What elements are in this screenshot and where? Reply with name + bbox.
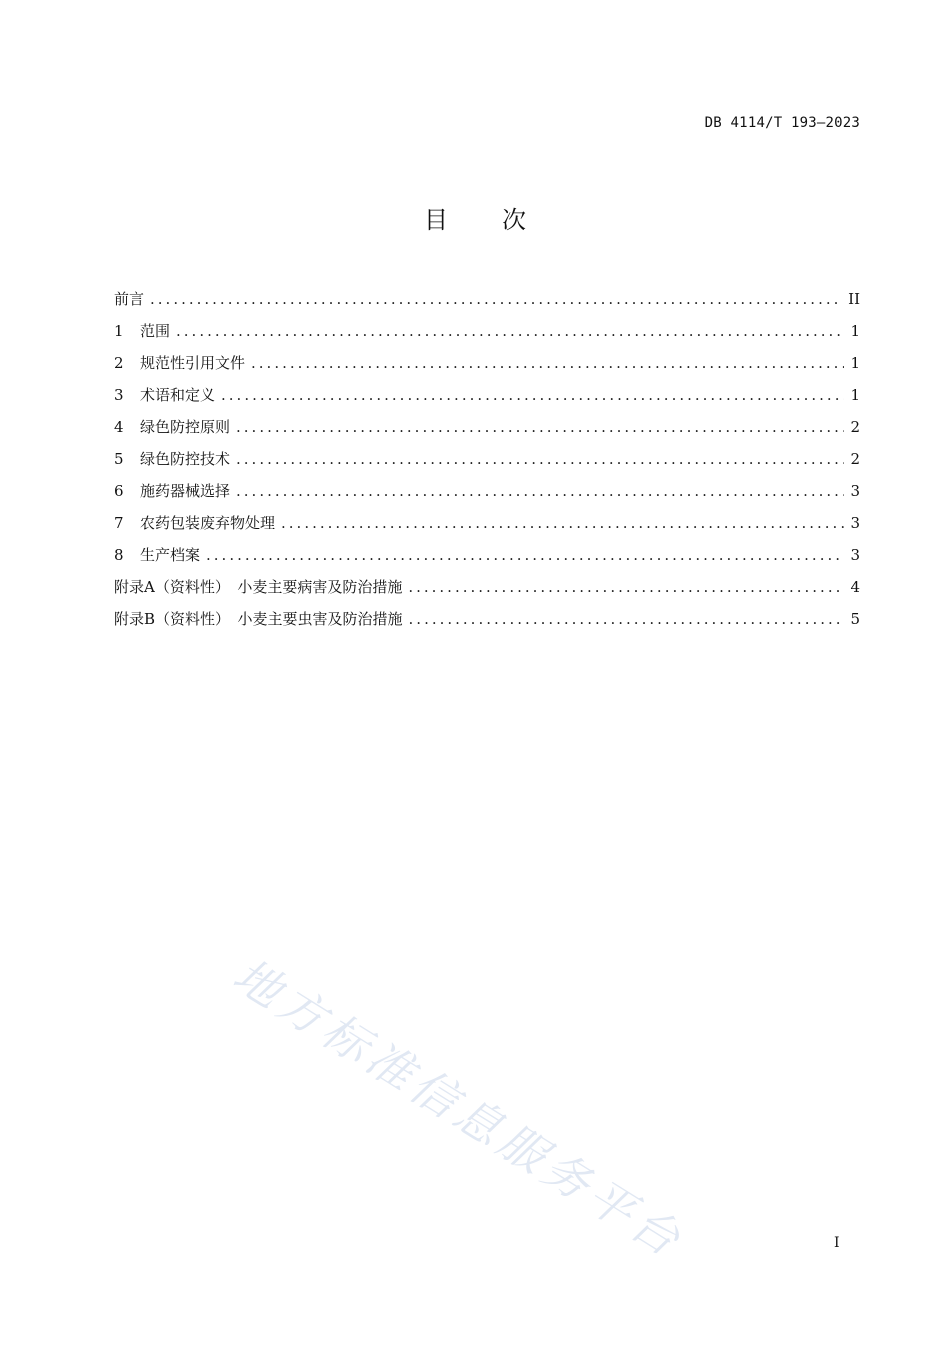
toc-title: 目次: [424, 206, 580, 234]
toc-entry-page: 2: [850, 450, 860, 468]
toc-entry-number: 7: [114, 514, 124, 532]
toc-entry-label: 前言: [114, 290, 145, 308]
watermark: 地方标准信息服务平台: [224, 947, 694, 1269]
toc-leader-dots: [221, 379, 844, 411]
toc-entry-number: 8: [114, 546, 124, 564]
toc-entry-number: 3: [114, 386, 124, 404]
toc-entry-label: 附录A（资料性） 小麦主要病害及防治措施: [114, 578, 403, 596]
toc-leader-dots: [150, 283, 842, 315]
toc-entry[interactable]: [114, 315, 860, 347]
toc-entry-label: 绿色防控原则: [140, 418, 231, 436]
toc-leader-dots: [251, 347, 844, 379]
toc-entry[interactable]: [114, 603, 860, 635]
toc-entry-page: 4: [850, 578, 860, 596]
toc-leader-dots: [409, 603, 845, 635]
toc-entry-label: 施药器械选择: [140, 482, 231, 500]
toc-entry-page: 1: [850, 354, 860, 372]
toc-entry-page: 5: [850, 610, 860, 628]
page-number: I: [834, 1235, 840, 1251]
toc-leader-dots: [236, 443, 844, 475]
toc-entry[interactable]: [114, 347, 860, 379]
toc-entry-label: 生产档案: [140, 546, 201, 564]
toc-entry[interactable]: [114, 411, 860, 443]
toc-leader-dots: [408, 571, 844, 603]
toc-entry-page: 3: [850, 546, 860, 564]
toc-leader-dots: [236, 475, 844, 507]
toc-entry-label: 附录B（资料性） 小麦主要虫害及防治措施: [114, 610, 403, 628]
toc-leader-dots: [206, 539, 844, 571]
toc-entry-page: 3: [850, 514, 860, 532]
toc-leader-dots: [176, 315, 844, 347]
toc-entry-number: 6: [114, 482, 124, 500]
toc-entry-number: 5: [114, 450, 124, 468]
toc-entry[interactable]: [114, 475, 860, 507]
toc-entry[interactable]: [114, 443, 860, 475]
document-code: DB 4114/T 193—2023: [704, 115, 860, 131]
toc-entry-label: 规范性引用文件: [140, 354, 246, 372]
toc-entry[interactable]: [114, 507, 860, 539]
toc-leader-dots: [281, 507, 844, 539]
toc-entry-label: 术语和定义: [140, 386, 216, 404]
toc-entry[interactable]: [114, 379, 860, 411]
toc-entry-number: 1: [114, 322, 124, 340]
toc-entry-page: 2: [850, 418, 860, 436]
toc-entry-number: 4: [114, 418, 124, 436]
toc-entry-label: 绿色防控技术: [140, 450, 231, 468]
toc-entry-label: 农药包装废弃物处理: [140, 514, 276, 532]
toc-entry-page: 1: [850, 322, 860, 340]
toc-entry-page: 3: [850, 482, 860, 500]
toc-entry-page: II: [848, 290, 860, 308]
toc-entry-number: 2: [114, 354, 124, 372]
toc-entry[interactable]: [114, 571, 860, 603]
toc-leader-dots: [236, 411, 844, 443]
table-of-contents: [114, 283, 860, 635]
toc-entry-page: 1: [850, 386, 860, 404]
toc-entry[interactable]: [114, 283, 860, 315]
toc-entry[interactable]: [114, 539, 860, 571]
toc-entry-label: 范围: [140, 322, 171, 340]
